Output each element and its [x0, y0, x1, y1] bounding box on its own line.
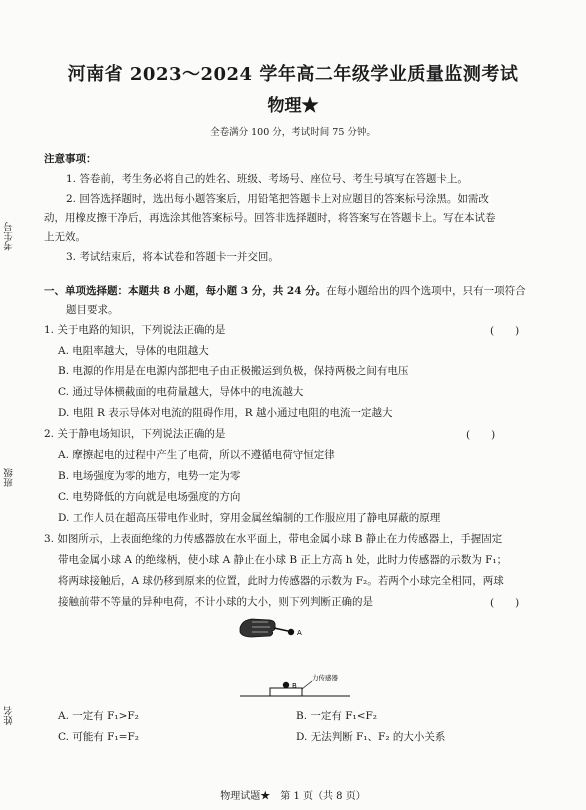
- q1-stem: 1. 关于电路的知识，下列说法正确的是: [44, 324, 226, 336]
- score-info: 全卷满分 100 分，考试时间 75 分钟。: [210, 127, 376, 138]
- q2-option-b: B. 电场强度为零的地方，电势一定为零: [58, 470, 241, 482]
- note-item: 动，用橡皮擦干净后，再选涂其他答案标号。回答非选择题时，将答案写在答题卡上。写在本试卷: [44, 212, 496, 224]
- q3-figure: [230, 610, 370, 710]
- page-footer: 物理试题★ 第 1 页（共 8 页）: [220, 791, 366, 802]
- q3-stem-line: 将两球接触后，A 球仍移到原来的位置，此时力传感器的示数为 F₂。若两个小球完全相同，两球: [58, 575, 504, 587]
- exam-title: 河南省 2023～2024 学年高二年级学业质量监测考试: [67, 64, 519, 85]
- note-item: 3. 考试结束后，将本试卷和答题卡一并交回。: [66, 251, 279, 263]
- insulating-rod: [274, 628, 288, 631]
- label-b: B: [292, 682, 297, 690]
- section-heading: [44, 284, 526, 298]
- q2-option-a: A. 摩擦起电的过程中产生了电荷，所以不遵循电荷守恒定律: [58, 449, 335, 461]
- q3-option-b: B. 一定有 F₁<F₂: [296, 710, 378, 722]
- side-label-class: 班级: [4, 468, 15, 487]
- note-item: 1. 答卷前，考生务必将自己的姓名、班级、考场号、座位号、考生号填写在答题卡上。: [66, 173, 468, 185]
- force-sensor: [270, 688, 302, 696]
- q2-answer-paren: ( ): [466, 429, 496, 441]
- q2-stem: 2. 关于静电场知识，下列说法正确的是: [44, 428, 226, 440]
- note-item: 上无效。: [44, 231, 86, 243]
- notes-heading: 注意事项：: [44, 153, 97, 165]
- subject-title: 物理★: [267, 96, 319, 116]
- ball-a: [288, 629, 294, 635]
- q3-answer-paren: ( ): [490, 597, 520, 609]
- section-heading-cont: 题目要求。: [66, 304, 119, 316]
- side-label-name: 姓名: [4, 706, 15, 725]
- ball-b: [283, 682, 289, 688]
- label-a: A: [297, 629, 302, 637]
- q1-option-d: D. 电阻 R 表示导体对电流的阻碍作用，R 越小通过电阻的电流一定越大: [58, 407, 393, 419]
- section-heading-bold: 一、单项选择题：本题共 8 小题，每小题 3 分，共 24 分。: [44, 285, 327, 297]
- label-sensor: 力传感器: [312, 674, 338, 682]
- side-label-exam-no: 考生号: [4, 222, 15, 251]
- q3-stem-line: 带电金属小球 A 的绝缘柄，使小球 A 静止在小球 B 正上方高 h 处，此时力传感器的示数为 F₁；: [58, 554, 508, 566]
- q3-option-a: A. 一定有 F₁>F₂: [58, 710, 139, 722]
- q3-stem-line: 接触前带不等量的异种电荷，不计小球的大小，则下列判断正确的是: [58, 596, 373, 608]
- hand-icon: [240, 619, 275, 637]
- q3-option-d: D. 无法判断 F₁、F₂ 的大小关系: [296, 731, 446, 743]
- section-heading-rest: 在每小题给出的四个选项中，只有一项符合: [326, 285, 526, 297]
- q2-option-c: C. 电势降低的方向就是电场强度的方向: [58, 491, 241, 503]
- q1-option-c: C. 通过导体横截面的电荷量越大，导体中的电流越大: [58, 386, 304, 398]
- note-item: 2. 回答选择题时，选出每小题答案后，用铅笔把答题卡上对应题目的答案标号涂黑。如需改: [66, 193, 489, 205]
- q3-option-c: C. 可能有 F₁=F₂: [58, 731, 139, 743]
- q1-option-b: B. 电源的作用是在电源内部把电子由正极搬运到负极，保持两极之间有电压: [58, 365, 409, 377]
- q1-option-a: A. 电阻率越大，导体的电阻越大: [58, 345, 209, 357]
- q2-option-d: D. 工作人员在超高压带电作业时，穿用金属丝编制的工作服应用了静电屏蔽的原理: [58, 512, 441, 524]
- q1-answer-paren: ( ): [490, 325, 520, 337]
- sensor-leader-line: [302, 681, 312, 689]
- q3-stem-line: 3. 如图所示，上表面绝缘的力传感器放在水平面上，带电金属小球 B 静止在力传感器上，手握固定: [44, 533, 503, 545]
